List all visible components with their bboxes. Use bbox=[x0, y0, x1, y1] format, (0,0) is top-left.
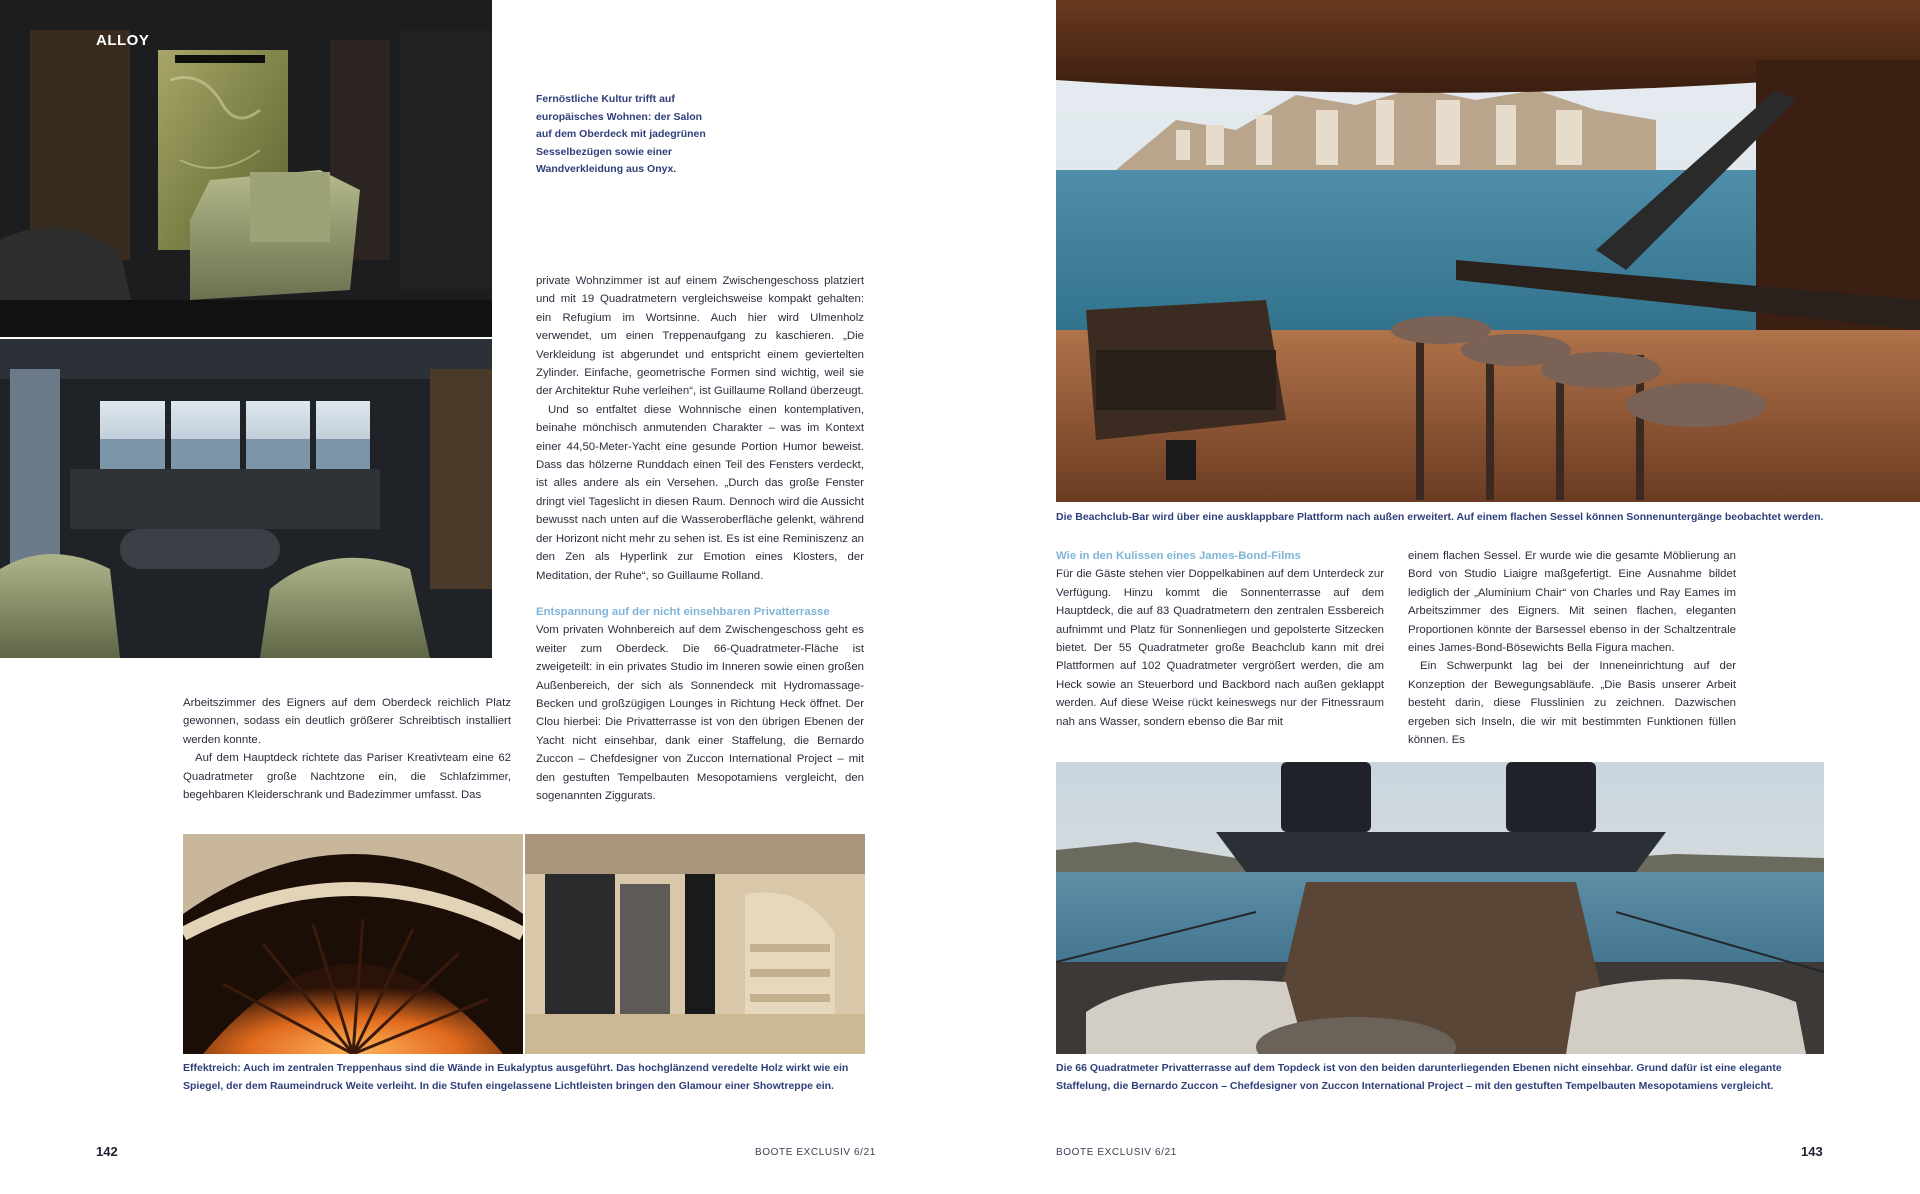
staircase-steps-photo bbox=[525, 834, 865, 1054]
staircase-ceiling-photo bbox=[183, 834, 523, 1054]
subheading-james-bond: Wie in den Kulissen eines James-Bond-Films bbox=[1056, 550, 1301, 562]
paragraph: Vom privaten Wohnbereich auf dem Zwischengeschoss geht es weiter zum Oberdeck. Die 66-Quadratmeter-Fläche ist zweigeteilt: in ein privates Studio im Inneren sowie einen großen Außenbereich, der sich als Sonnendeck mit Hydromassage-Becken und großzügigen Lounges in Richtung Heck öffnet. Der Clou hierbei: Die Privatterrasse ist von den übrigen Ebenen der Yacht nicht einsehbar, dank einer Staffelung, die Bernardo Zuccon – Chefdesigner von Zuccon International Project – mit den gestuften Tempelbauten Mesopotamiens vergleicht, den sogenannten Ziggurats. bbox=[536, 624, 864, 802]
brand-label: ALLOY bbox=[96, 32, 150, 49]
staircase-caption: Effektreich: Auch im zentralen Treppenhaus sind die Wände in Eukalyptus ausgeführt. Das hochglänzend veredelte Holz wirkt wie ein Spiegel, der dem Raumeindruck Weite verleiht. In die Stufen eingelassene Lichtleisten bringen den Glamour einer Showtreppe ein. bbox=[183, 1062, 849, 1092]
magazine-footer-left: BOOTE EXCLUSIV 6/21 bbox=[755, 1147, 876, 1158]
page-number-left: 142 bbox=[96, 1144, 118, 1159]
paragraph: Auf dem Hauptdeck richtete das Pariser Kreativteam eine 62 Quadratmeter große Nachtzone ein, die Schlafzimmer, begehbaren Kleiderschrank und Badezimmer umfasst. Das bbox=[183, 752, 511, 802]
paragraph: Arbeitszimmer des Eigners auf dem Oberdeck reichlich Platz gewonnen, sodass ein deutlich größerer Schreibtisch installiert werden konnte. bbox=[183, 697, 511, 746]
paragraph: Und so entfaltet diese Wohnnische einen kontemplativen, beinahe mönchisch anmutenden Charakter – was im Kontext einer 44,50-Meter-Yacht eine gesunde Portion Humor beweist. Dass das hölzerne Runddach einen Teil des Fensters verdeckt, ist alles andere als ein Versehen. „Durch das große Fenster dringt viel Tageslicht in diesen Raum. Dennoch wird die Aussicht bewusst nach unten auf die Wasseroberfläche gelenkt, während der Horizont nicht mehr zu sehen ist. Es ist eine Reminiszenz an den Zen als Hyperlink zur Emotion eines Klosters, der Meditation, der Ruhe“, so Guillaume Rolland. bbox=[536, 403, 864, 582]
terrace-caption: Die 66 Quadratmeter Privatterrasse auf dem Topdeck ist von den beiden darunterliegenden Ebenen nicht einsehbar. Grund dafür ist eine elegante Staffelung, die Bernardo Zuccon – Chefdesigner von Zuccon International Project – mit den gestuften Tempelbauten Mesopotamiens vergleicht. bbox=[1056, 1062, 1782, 1092]
article-column-middle bbox=[536, 272, 864, 805]
article-column-right-1 bbox=[1056, 547, 1384, 731]
article-column-right-2 bbox=[1408, 547, 1736, 749]
beachclub-bar-photo bbox=[1056, 0, 1920, 502]
salon-green-chairs-photo bbox=[0, 339, 492, 658]
magazine-footer-right: BOOTE EXCLUSIV 6/21 bbox=[1056, 1147, 1177, 1158]
private-terrace-photo bbox=[1056, 762, 1824, 1054]
salon-onyx-photo bbox=[0, 0, 492, 337]
paragraph: Für die Gäste stehen vier Doppelkabinen auf dem Unterdeck zur Verfügung. Hinzu kommt die Sonnenterrasse auf dem Hauptdeck, die auf 83 Quadratmetern den zentralen Essbereich aufnimmt und Platz für Sonnenliegen und gepolsterte Sitzecken bietet. Der 55 Quadratmeter große Beachclub kann mit drei Plattformen auf 102 Quadratmeter vergrößert werden, die am Heck sowie an Steuerbord und Backbord nach außen geklappt werden. Auf diese Weise rückt keineswegs nur der Fitnessraum nah ans Wasser, sondern ebenso die Bar mit bbox=[1056, 568, 1384, 728]
subheading-privatterrasse: Entspannung auf der nicht einsehbaren Privatterrasse bbox=[536, 605, 830, 618]
paragraph: einem flachen Sessel. Er wurde wie die gesamte Möblierung an Bord von Studio Liaigre maßgefertigt. Eine Ausnahme bildet lediglich der „Aluminium Chair“ von Charles und Ray Eames im Arbeitszimmer des Eigners. Mit seinen flachen, eleganten Proportionen könnte der Barsessel ebenso in der Schaltzentrale eines James-Bond-Bösewichts Bella Figura machen. bbox=[1408, 550, 1736, 655]
article-column-left bbox=[183, 694, 511, 804]
paragraph: Ein Schwerpunkt lag bei der Inneneinrichtung auf der Konzeption der Bewegungsabläufe. „Die Basis unserer Arbeit besteht darin, diese Flusslinien zu zeichnen. Dazwischen ergeben sich Inseln, die wir mit bestimmten Funktionen füllen können. Es bbox=[1408, 660, 1736, 747]
paragraph: private Wohnzimmer ist auf einem Zwischengeschoss platziert und mit 19 Quadratmetern vergleichsweise kompakt gehalten: ein Refugium im Wortsinne. Auch hier wird Ulmenholz verwendet, um einen Treppenaufgang zu kaschieren. „Die Verkleidung ist abgerundet und entspricht einem geviertelten Zylinder. Einfache, geometrische Formen sind wichtig, weil sie der Architektur Ruhe verleihen“, ist Guillaume Rolland überzeugt. bbox=[536, 275, 864, 398]
page-number-right: 143 bbox=[1801, 1144, 1823, 1159]
beachclub-caption: Die Beachclub-Bar wird über eine ausklappbare Plattform nach außen erweitert. Auf einem flachen Sessel können Sonnenuntergänge beobachtet werden. bbox=[1056, 511, 1824, 523]
salon-caption: Fernöstliche Kultur trifft auf europäisches Wohnen: der Salon auf dem Oberdeck mit jadegrünen Sesselbezügen sowie einer Wandverkleidung aus Onyx. bbox=[536, 93, 706, 176]
